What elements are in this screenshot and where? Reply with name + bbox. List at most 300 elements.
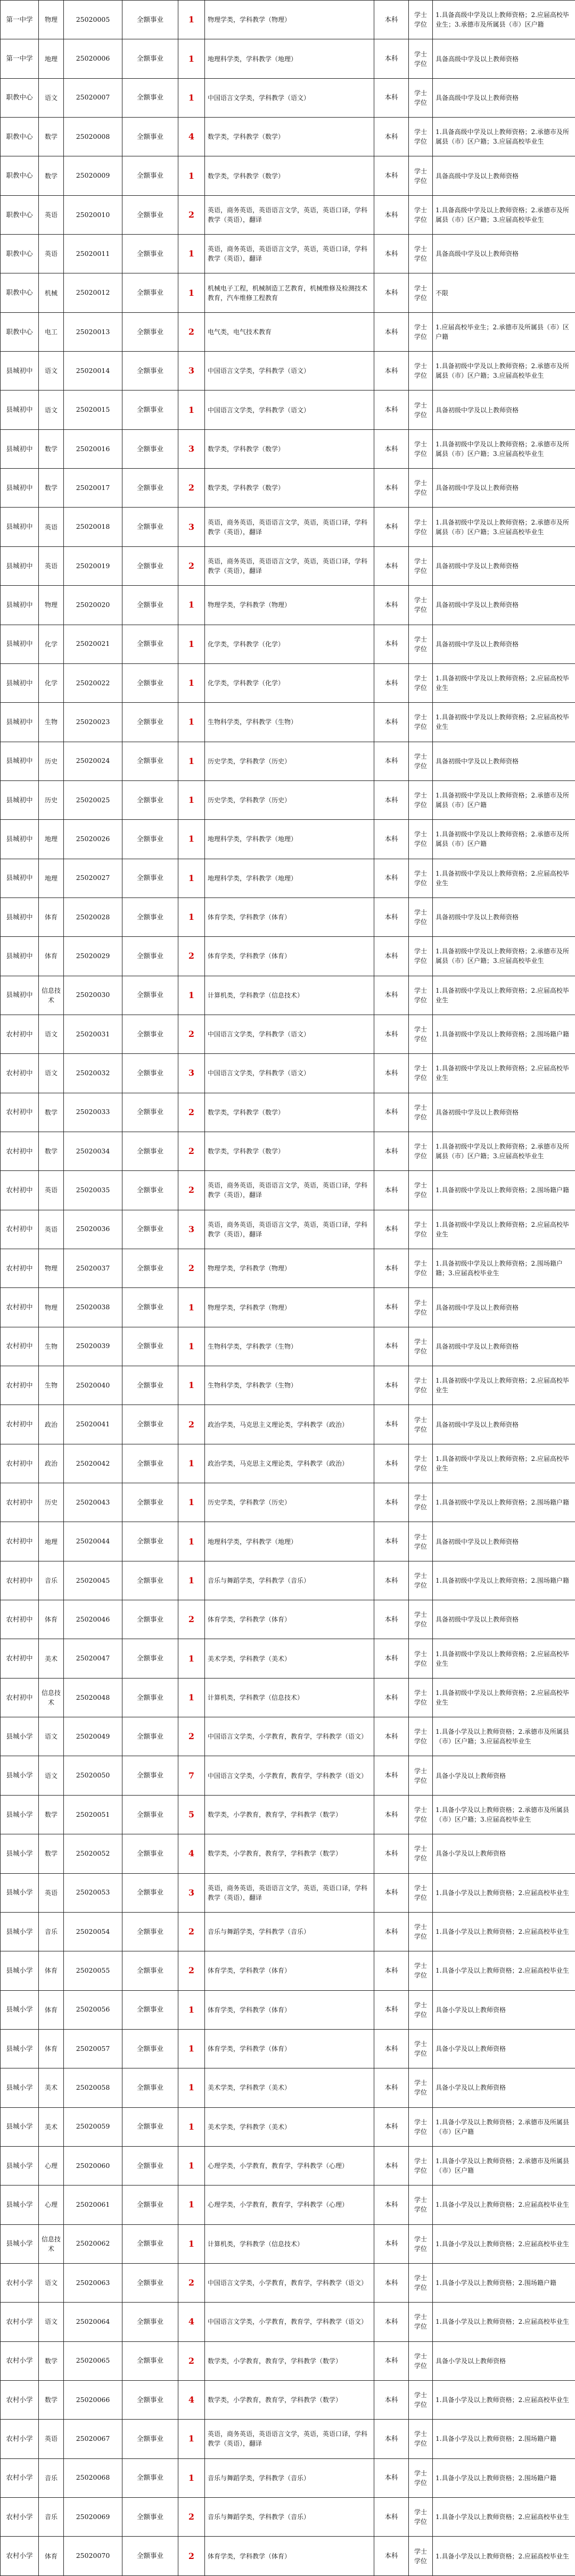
degree-cell: 学士学位 <box>409 546 433 585</box>
education-cell: 本科 <box>374 703 409 742</box>
subject-cell: 数学 <box>39 2380 64 2419</box>
unit-cell: 农村初中 <box>1 1132 39 1170</box>
degree-cell: 学士学位 <box>409 273 433 312</box>
major-cell: 美术学类，学科教学（美术） <box>205 1639 374 1678</box>
major-cell: 数学类，学科教学（数学） <box>205 1093 374 1132</box>
requirements-cell: 具备初级中学及以上教师资格 <box>433 1288 575 1327</box>
major-cell: 体育学类，学科教学（体育） <box>205 2537 374 2575</box>
subject-cell: 数学 <box>39 156 64 195</box>
subject-cell: 数学 <box>39 1132 64 1170</box>
table-row <box>1 1795 575 1834</box>
education-cell: 本科 <box>374 2224 409 2263</box>
requirements-cell: 具备小学及以上教师资格 <box>433 1990 575 2029</box>
major-cell: 英语，商务英语，英语语言文学，英语，英语口译，学科教学（英语），翻译 <box>205 1171 374 1210</box>
table-row <box>1 1405 575 1444</box>
unit-cell: 职教中心 <box>1 195 39 234</box>
position-code-cell: 25020028 <box>64 898 122 936</box>
degree-cell: 学士学位 <box>409 1015 433 1053</box>
major-cell: 历史学类，学科教学（历史） <box>205 742 374 780</box>
subject-cell: 历史 <box>39 780 64 819</box>
education-cell: 本科 <box>374 663 409 702</box>
major-cell: 地理科学类，学科教学（地理） <box>205 859 374 898</box>
requirements-cell: 具备高级中学及以上教师资格 <box>433 39 575 78</box>
position-code-cell: 25020068 <box>64 2458 122 2497</box>
table-row <box>1 312 575 351</box>
hiring-count-cell: 2 <box>178 312 205 351</box>
unit-cell: 县城小学 <box>1 1834 39 1873</box>
position-code-cell: 25020043 <box>64 1483 122 1522</box>
funding-type-cell: 全额事业 <box>122 1054 178 1093</box>
subject-cell: 语文 <box>39 2303 64 2341</box>
requirements-cell: 具备初级中学及以上教师资格 <box>433 898 575 936</box>
table-row <box>1 586 575 625</box>
education-cell: 本科 <box>374 1327 409 1366</box>
education-cell: 本科 <box>374 2380 409 2419</box>
position-code-cell: 25020032 <box>64 1054 122 1093</box>
subject-cell: 数学 <box>39 2341 64 2380</box>
position-code-cell: 25020027 <box>64 859 122 898</box>
subject-cell: 语文 <box>39 2263 64 2302</box>
funding-type-cell: 全额事业 <box>122 1249 178 1288</box>
position-code-cell: 25020058 <box>64 2068 122 2107</box>
position-code-cell: 25020012 <box>64 273 122 312</box>
funding-type-cell: 全额事业 <box>122 2498 178 2537</box>
degree-cell: 学士学位 <box>409 2107 433 2146</box>
requirements-cell: 1.具备初级中学及以上教师资格；2.承德市及所属县（市）区户籍 <box>433 780 575 819</box>
degree-cell: 学士学位 <box>409 1951 433 1990</box>
table-row <box>1 2107 575 2146</box>
major-cell: 美术学类，学科教学（美术） <box>205 2068 374 2107</box>
degree-cell: 学士学位 <box>409 859 433 898</box>
position-code-cell: 25020037 <box>64 1249 122 1288</box>
table-row <box>1 1717 575 1756</box>
hiring-count-cell: 1 <box>178 273 205 312</box>
requirements-cell: 1.具备小学及以上教师资格；2.应届高校毕业生 <box>433 1951 575 1990</box>
major-cell: 生物科学类，学科教学（生物） <box>205 1366 374 1405</box>
funding-type-cell: 全额事业 <box>122 39 178 78</box>
unit-cell: 农村小学 <box>1 2303 39 2341</box>
unit-cell: 县城初中 <box>1 976 39 1015</box>
education-cell: 本科 <box>374 937 409 976</box>
requirements-cell: 具备初级中学及以上教师资格 <box>433 1327 575 1366</box>
funding-type-cell: 全额事业 <box>122 586 178 625</box>
major-cell: 体育学类，学科教学（体育） <box>205 937 374 976</box>
hiring-count-cell: 1 <box>178 703 205 742</box>
major-cell: 英语，商务英语，英语语言文学，英语，英语口译，学科教学（英语），翻译 <box>205 235 374 273</box>
degree-cell: 学士学位 <box>409 2029 433 2068</box>
education-cell: 本科 <box>374 1288 409 1327</box>
hiring-count-cell: 1 <box>178 1522 205 1561</box>
unit-cell: 农村初中 <box>1 1600 39 1639</box>
subject-cell: 地理 <box>39 1522 64 1561</box>
unit-cell: 职教中心 <box>1 156 39 195</box>
requirements-cell: 1.具备初级中学及以上教师资格；2.应届高校毕业生 <box>433 976 575 1015</box>
unit-cell: 农村小学 <box>1 2498 39 2537</box>
funding-type-cell: 全额事业 <box>122 1171 178 1210</box>
major-cell: 生物科学类，学科教学（生物） <box>205 703 374 742</box>
education-cell: 本科 <box>374 859 409 898</box>
funding-type-cell: 全额事业 <box>122 546 178 585</box>
funding-type-cell: 全额事业 <box>122 1756 178 1795</box>
degree-cell: 学士学位 <box>409 663 433 702</box>
degree-cell: 学士学位 <box>409 2224 433 2263</box>
degree-cell: 学士学位 <box>409 1756 433 1795</box>
position-code-cell: 25020021 <box>64 625 122 663</box>
degree-cell: 学士学位 <box>409 898 433 936</box>
funding-type-cell: 全额事业 <box>122 390 178 429</box>
subject-cell: 物理 <box>39 1 64 39</box>
subject-cell: 音乐 <box>39 2498 64 2537</box>
table-row <box>1 1912 575 1951</box>
requirements-cell: 具备初级中学及以上教师资格 <box>433 390 575 429</box>
major-cell: 电气类，电气技术教育 <box>205 312 374 351</box>
subject-cell: 体育 <box>39 2537 64 2575</box>
unit-cell: 县城小学 <box>1 1717 39 1756</box>
table-row <box>1 39 575 78</box>
unit-cell: 县城小学 <box>1 2224 39 2263</box>
position-code-cell: 25020025 <box>64 780 122 819</box>
education-cell: 本科 <box>374 2458 409 2497</box>
subject-cell: 化学 <box>39 663 64 702</box>
degree-cell: 学士学位 <box>409 780 433 819</box>
major-cell: 地理科学类，学科教学（地理） <box>205 1522 374 1561</box>
degree-cell: 学士学位 <box>409 2498 433 2537</box>
requirements-cell: 具备初级中学及以上教师资格 <box>433 742 575 780</box>
funding-type-cell: 全额事业 <box>122 1093 178 1132</box>
education-cell: 本科 <box>374 2303 409 2341</box>
degree-cell: 学士学位 <box>409 39 433 78</box>
education-cell: 本科 <box>374 625 409 663</box>
table-row <box>1 2537 575 2575</box>
table-row <box>1 976 575 1015</box>
hiring-count-cell: 1 <box>178 390 205 429</box>
major-cell: 物理学类，学科教学（物理） <box>205 1 374 39</box>
table-row <box>1 2498 575 2537</box>
education-cell: 本科 <box>374 1015 409 1053</box>
education-cell: 本科 <box>374 1522 409 1561</box>
position-code-cell: 25020040 <box>64 1366 122 1405</box>
degree-cell: 学士学位 <box>409 1483 433 1522</box>
education-cell: 本科 <box>374 78 409 117</box>
table-row <box>1 273 575 312</box>
subject-cell: 地理 <box>39 859 64 898</box>
major-cell: 中国语言文学类，小学教育，教育学，学科教学（语文） <box>205 2303 374 2341</box>
table-row <box>1 1873 575 1912</box>
subject-cell: 电工 <box>39 312 64 351</box>
hiring-count-cell: 4 <box>178 2303 205 2341</box>
education-cell: 本科 <box>374 1912 409 1951</box>
education-cell: 本科 <box>374 2146 409 2185</box>
position-code-cell: 25020008 <box>64 118 122 156</box>
major-cell: 数学类，小学教育，教育学，学科教学（数学） <box>205 1795 374 1834</box>
requirements-cell: 1.具备初级中学及以上教师资格；2.承德市及所属县（市）区户籍；3.应届高校毕业生 <box>433 937 575 976</box>
major-cell: 心理学类，小学教育，教育学，学科教学（心理） <box>205 2186 374 2224</box>
requirements-cell: 具备初级中学及以上教师资格 <box>433 1093 575 1132</box>
subject-cell: 体育 <box>39 937 64 976</box>
subject-cell: 政治 <box>39 1405 64 1444</box>
table-row <box>1 742 575 780</box>
hiring-count-cell: 2 <box>178 1093 205 1132</box>
funding-type-cell: 全额事业 <box>122 1678 178 1717</box>
subject-cell: 英语 <box>39 235 64 273</box>
position-code-cell: 25020046 <box>64 1600 122 1639</box>
hiring-count-cell: 1 <box>178 2186 205 2224</box>
major-cell: 中国语言文学类，学科教学（语文） <box>205 1054 374 1093</box>
hiring-count-cell: 2 <box>178 1951 205 1990</box>
hiring-count-cell: 3 <box>178 1873 205 1912</box>
hiring-count-cell: 1 <box>178 1444 205 1483</box>
education-cell: 本科 <box>374 1873 409 1912</box>
degree-cell: 学士学位 <box>409 2380 433 2419</box>
requirements-cell: 具备高级中学及以上教师资格 <box>433 235 575 273</box>
unit-cell: 农村小学 <box>1 2420 39 2458</box>
hiring-count-cell: 2 <box>178 1600 205 1639</box>
education-cell: 本科 <box>374 1990 409 2029</box>
hiring-count-cell: 1 <box>178 898 205 936</box>
requirements-cell: 1.具备高级中学及以上教师资格；2.应届高校毕业生；3.承德市及所属县（市）区户籍 <box>433 1 575 39</box>
subject-cell: 数学 <box>39 429 64 468</box>
table-row <box>1 780 575 819</box>
subject-cell: 英语 <box>39 2420 64 2458</box>
hiring-count-cell: 4 <box>178 1834 205 1873</box>
funding-type-cell: 全额事业 <box>122 469 178 508</box>
unit-cell: 县城小学 <box>1 1951 39 1990</box>
requirements-cell: 1.具备小学及以上教师资格；2.应届高校毕业生 <box>433 2224 575 2263</box>
education-cell: 本科 <box>374 39 409 78</box>
degree-cell: 学士学位 <box>409 2420 433 2458</box>
degree-cell: 学士学位 <box>409 195 433 234</box>
degree-cell: 学士学位 <box>409 390 433 429</box>
degree-cell: 学士学位 <box>409 429 433 468</box>
major-cell: 心理学类，小学教育，教育学，学科教学（心理） <box>205 2146 374 2185</box>
education-cell: 本科 <box>374 273 409 312</box>
major-cell: 政治学类，马克思主义理论类，学科教学（政治） <box>205 1444 374 1483</box>
degree-cell: 学士学位 <box>409 1990 433 2029</box>
hiring-count-cell: 3 <box>178 1054 205 1093</box>
hiring-count-cell: 1 <box>178 2420 205 2458</box>
degree-cell: 学士学位 <box>409 469 433 508</box>
hiring-count-cell: 1 <box>178 156 205 195</box>
funding-type-cell: 全额事业 <box>122 1717 178 1756</box>
unit-cell: 农村初中 <box>1 1522 39 1561</box>
table-row <box>1 1054 575 1093</box>
degree-cell: 学士学位 <box>409 1132 433 1170</box>
education-cell: 本科 <box>374 156 409 195</box>
major-cell: 英语，商务英语，英语语言文学，英语，英语口译，学科教学（英语），翻译 <box>205 2420 374 2458</box>
hiring-count-cell: 1 <box>178 780 205 819</box>
funding-type-cell: 全额事业 <box>122 118 178 156</box>
subject-cell: 信息技术 <box>39 1678 64 1717</box>
degree-cell: 学士学位 <box>409 703 433 742</box>
funding-type-cell: 全额事业 <box>122 1873 178 1912</box>
position-code-cell: 25020061 <box>64 2186 122 2224</box>
hiring-count-cell: 1 <box>178 586 205 625</box>
table-row <box>1 1639 575 1678</box>
unit-cell: 农村小学 <box>1 2341 39 2380</box>
unit-cell: 农村初中 <box>1 1171 39 1210</box>
hiring-count-cell: 2 <box>178 2537 205 2575</box>
table-row <box>1 1366 575 1405</box>
unit-cell: 县城初中 <box>1 742 39 780</box>
funding-type-cell: 全额事业 <box>122 2224 178 2263</box>
subject-cell: 音乐 <box>39 1561 64 1600</box>
hiring-count-cell: 4 <box>178 2380 205 2419</box>
table-row <box>1 1561 575 1600</box>
requirements-cell: 1.具备小学及以上教师资格；2.围场籍户籍 <box>433 2263 575 2302</box>
subject-cell: 历史 <box>39 1483 64 1522</box>
major-cell: 体育学类，学科教学（体育） <box>205 1951 374 1990</box>
table-row <box>1 663 575 702</box>
hiring-count-cell: 2 <box>178 1717 205 1756</box>
subject-cell: 语文 <box>39 352 64 390</box>
degree-cell: 学士学位 <box>409 1093 433 1132</box>
subject-cell: 信息技术 <box>39 976 64 1015</box>
position-code-cell: 25020018 <box>64 508 122 546</box>
table-row <box>1 235 575 273</box>
position-code-cell: 25020066 <box>64 2380 122 2419</box>
education-cell: 本科 <box>374 1132 409 1170</box>
subject-cell: 物理 <box>39 586 64 625</box>
requirements-cell: 具备小学及以上教师资格 <box>433 2068 575 2107</box>
unit-cell: 农村初中 <box>1 1015 39 1053</box>
education-cell: 本科 <box>374 976 409 1015</box>
subject-cell: 数学 <box>39 469 64 508</box>
position-code-cell: 25020070 <box>64 2537 122 2575</box>
position-code-cell: 25020049 <box>64 1717 122 1756</box>
table-row <box>1 78 575 117</box>
funding-type-cell: 全额事业 <box>122 1405 178 1444</box>
hiring-count-cell: 7 <box>178 1756 205 1795</box>
table-row <box>1 390 575 429</box>
major-cell: 生物科学类，学科教学（生物） <box>205 1327 374 1366</box>
subject-cell: 地理 <box>39 39 64 78</box>
hiring-count-cell: 3 <box>178 508 205 546</box>
requirements-cell: 1.具备初级中学及以上教师资格；2.应届高校毕业生 <box>433 859 575 898</box>
position-code-cell: 25020017 <box>64 469 122 508</box>
funding-type-cell: 全额事业 <box>122 2146 178 2185</box>
subject-cell: 信息技术 <box>39 2224 64 2263</box>
subject-cell: 历史 <box>39 742 64 780</box>
education-cell: 本科 <box>374 1561 409 1600</box>
degree-cell: 学士学位 <box>409 1678 433 1717</box>
education-cell: 本科 <box>374 1639 409 1678</box>
funding-type-cell: 全额事业 <box>122 1210 178 1249</box>
education-cell: 本科 <box>374 1483 409 1522</box>
education-cell: 本科 <box>374 429 409 468</box>
requirements-cell: 1.具备初级中学及以上教师资格；2.承德市及所属县（市）区户籍；3.应届高校毕业生 <box>433 508 575 546</box>
hiring-count-cell: 2 <box>178 1249 205 1288</box>
major-cell: 体育学类，学科教学（体育） <box>205 1600 374 1639</box>
subject-cell: 美术 <box>39 2107 64 2146</box>
unit-cell: 职教中心 <box>1 312 39 351</box>
requirements-cell: 1.具备小学及以上教师资格；2.应届高校毕业生 <box>433 2380 575 2419</box>
funding-type-cell: 全额事业 <box>122 2341 178 2380</box>
major-cell: 数学类，学科教学（数学） <box>205 118 374 156</box>
requirements-cell: 1.具备小学及以上教师资格；2.应届高校毕业生 <box>433 2186 575 2224</box>
position-code-cell: 25020020 <box>64 586 122 625</box>
education-cell: 本科 <box>374 780 409 819</box>
hiring-count-cell: 3 <box>178 1210 205 1249</box>
major-cell: 中国语言文学类，学科教学（语文） <box>205 1015 374 1053</box>
requirements-cell: 具备初级中学及以上教师资格 <box>433 1405 575 1444</box>
degree-cell: 学士学位 <box>409 625 433 663</box>
table-row <box>1 2146 575 2185</box>
degree-cell: 学士学位 <box>409 1639 433 1678</box>
subject-cell: 物理 <box>39 1288 64 1327</box>
table-row <box>1 118 575 156</box>
funding-type-cell: 全额事业 <box>122 1483 178 1522</box>
funding-type-cell: 全额事业 <box>122 1561 178 1600</box>
funding-type-cell: 全额事业 <box>122 820 178 859</box>
education-cell: 本科 <box>374 1678 409 1717</box>
funding-type-cell: 全额事业 <box>122 1444 178 1483</box>
funding-type-cell: 全额事业 <box>122 1132 178 1170</box>
funding-type-cell: 全额事业 <box>122 2537 178 2575</box>
education-cell: 本科 <box>374 1054 409 1093</box>
requirements-cell: 1.具备初级中学及以上教师资格；2.围场籍户籍；3.应届高校毕业生 <box>433 1249 575 1288</box>
requirements-cell: 具备高级中学及以上教师资格 <box>433 78 575 117</box>
hiring-count-cell: 1 <box>178 1288 205 1327</box>
unit-cell: 县城初中 <box>1 859 39 898</box>
hiring-count-cell: 5 <box>178 1795 205 1834</box>
position-code-cell: 25020011 <box>64 235 122 273</box>
degree-cell: 学士学位 <box>409 1171 433 1210</box>
degree-cell: 学士学位 <box>409 235 433 273</box>
requirements-cell: 具备初级中学及以上教师资格 <box>433 1600 575 1639</box>
education-cell: 本科 <box>374 508 409 546</box>
subject-cell: 体育 <box>39 1990 64 2029</box>
table-row <box>1 156 575 195</box>
requirements-cell: 1.具备初级中学及以上教师资格；2.应届高校毕业生 <box>433 1639 575 1678</box>
requirements-cell: 1.具备初级中学及以上教师资格；2.应届高校毕业生 <box>433 1054 575 1093</box>
subject-cell: 英语 <box>39 1171 64 1210</box>
unit-cell: 农村初中 <box>1 1483 39 1522</box>
subject-cell: 语文 <box>39 390 64 429</box>
table-row <box>1 1600 575 1639</box>
subject-cell: 语文 <box>39 1015 64 1053</box>
major-cell: 中国语言文学类，学科教学（语文） <box>205 352 374 390</box>
major-cell: 数学类，学科教学（数学） <box>205 469 374 508</box>
subject-cell: 英语 <box>39 1873 64 1912</box>
hiring-count-cell: 1 <box>178 2029 205 2068</box>
position-code-cell: 25020026 <box>64 820 122 859</box>
requirements-cell: 1.具备小学及以上教师资格；2.承德市及所属县（市）区户籍 <box>433 2146 575 2185</box>
table-row <box>1 1990 575 2029</box>
table-row <box>1 1288 575 1327</box>
degree-cell: 学士学位 <box>409 2303 433 2341</box>
funding-type-cell: 全额事业 <box>122 2458 178 2497</box>
requirements-cell: 1.具备高级中学及以上教师资格；2.承德市及所属县（市）区户籍；3.应届高校毕业生 <box>433 195 575 234</box>
major-cell: 英语，商务英语，英语语言文学，英语，英语口译，学科教学（英语），翻译 <box>205 508 374 546</box>
major-cell: 美术学类，学科教学（美术） <box>205 2107 374 2146</box>
table-row <box>1 2303 575 2341</box>
major-cell: 数学类，小学教育，教育学，学科教学（数学） <box>205 1834 374 1873</box>
requirements-cell: 1.具备小学及以上教师资格；2.应届高校毕业生 <box>433 2498 575 2537</box>
table-row <box>1 2380 575 2419</box>
position-code-cell: 25020023 <box>64 703 122 742</box>
major-cell: 计算机类，学科教学（信息技术） <box>205 2224 374 2263</box>
unit-cell: 第一中学 <box>1 39 39 78</box>
funding-type-cell: 全额事业 <box>122 703 178 742</box>
funding-type-cell: 全额事业 <box>122 1366 178 1405</box>
position-code-cell: 25020042 <box>64 1444 122 1483</box>
major-cell: 中国语言文学类，学科教学（语文） <box>205 390 374 429</box>
funding-type-cell: 全额事业 <box>122 312 178 351</box>
funding-type-cell: 全额事业 <box>122 937 178 976</box>
major-cell: 英语，商务英语，英语语言文学，英语，英语口译，学科教学（英语），翻译 <box>205 546 374 585</box>
major-cell: 中国语言文学类，小学教育，教育学，学科教学（语文） <box>205 1717 374 1756</box>
position-code-cell: 25020005 <box>64 1 122 39</box>
